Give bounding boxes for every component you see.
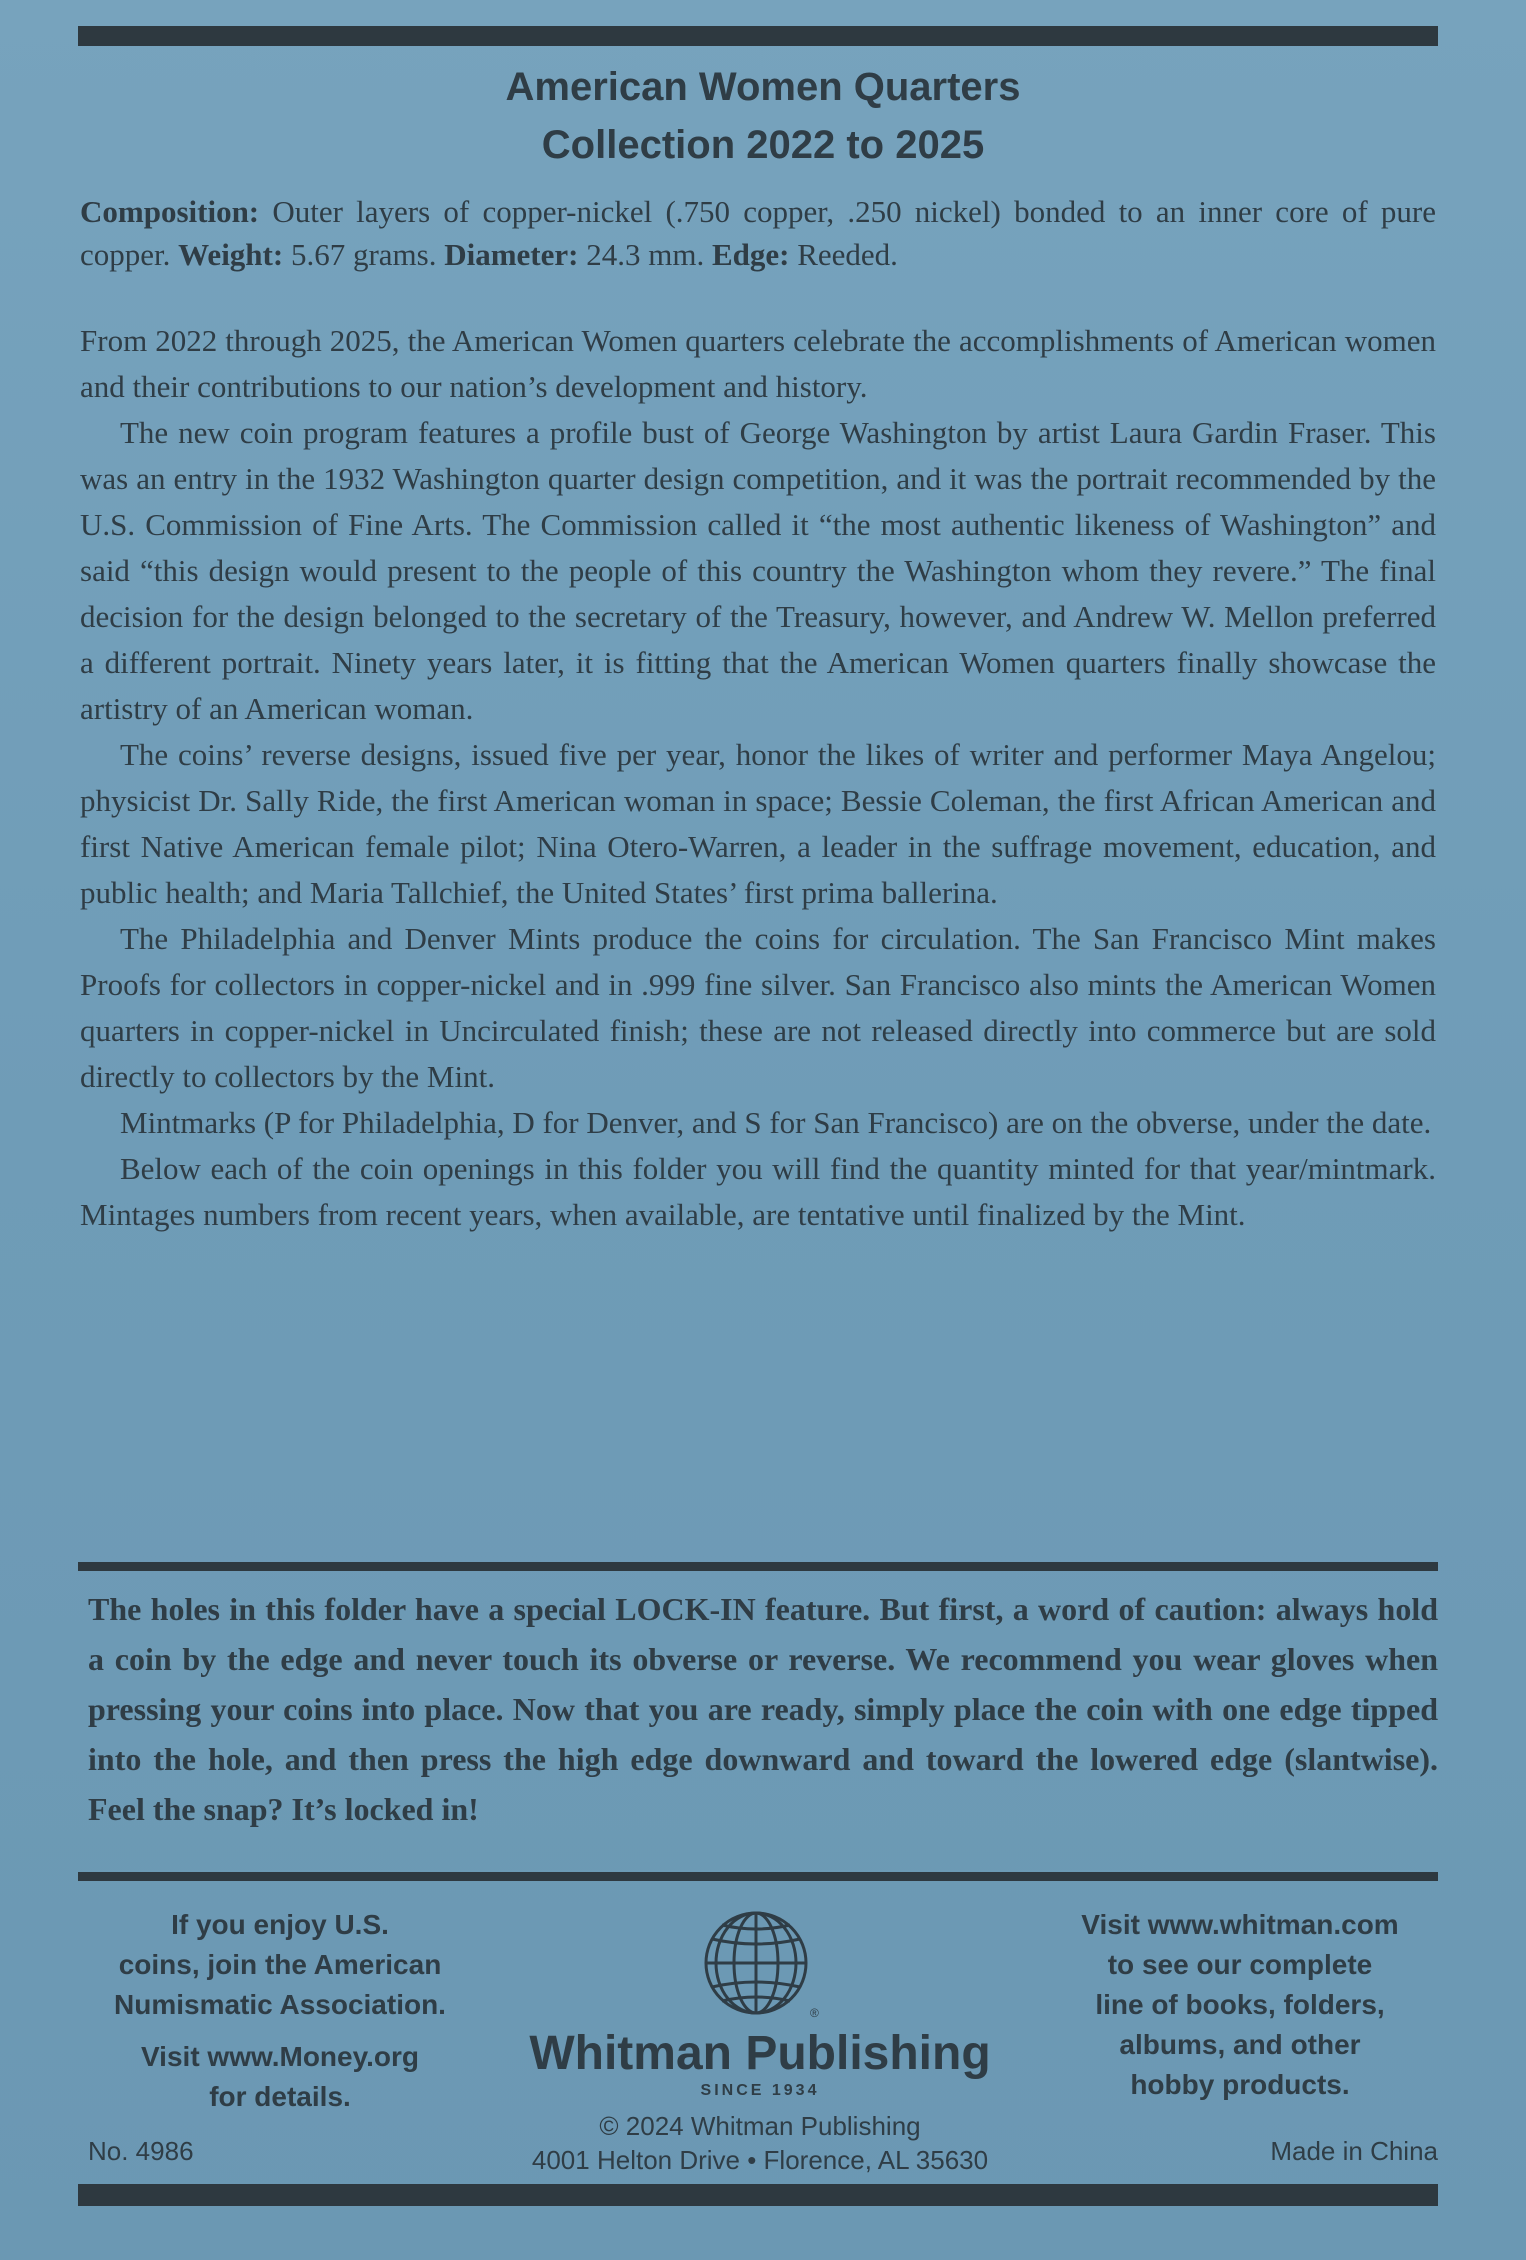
weight-label: Weight: — [178, 237, 284, 272]
diameter-label: Diameter: — [444, 237, 579, 272]
edge-label: Edge: — [711, 237, 790, 272]
lock-in-caution: The holes in this folder have a special LOCK-IN feature. But first, a word of caution: always hold a coin by the edge and never touch its obverse or reverse. We recommend you wear gloves when pressing your coins into place. Now that you are ready, simply place the coin with one edge tipped into the hole, and then press the high edge downward and toward the lowered edge (slantwise). Feel the snap? It’s locked in! — [88, 1591, 1438, 1827]
whitman-promo — [1040, 1905, 1440, 2105]
top-divider — [78, 26, 1438, 46]
diameter-text: 24.3 mm. — [578, 237, 712, 272]
composition-text: Outer layers of copper-nickel (.750 copper, .250 nickel) bonded to an inner core of pure copper. — [80, 194, 1436, 272]
bottom-divider — [78, 2184, 1438, 2206]
globe-icon — [480, 1905, 1040, 2025]
address: 4001 Helton Drive • Florence, AL 35630 — [531, 2145, 989, 2175]
whitman-line-5: hobby products. — [1130, 2069, 1350, 2100]
ana-line-2: coins, join the American — [118, 1949, 442, 1980]
brand-since: SINCE 1934 — [700, 2082, 820, 2099]
ana-line-4: Visit www.Money.org — [141, 2041, 419, 2072]
ana-line-5: for details. — [209, 2081, 351, 2112]
body-text — [80, 318, 1436, 1238]
paragraph-mints: The Philadelphia and Denver Mints produce the coins for circulation. The San Francisco Mint makes Proofs for collectors in copper-nickel and in .999 fine silver. San Francisco also mints the American Women quarters in copper-nickel in Uncirculated finish; these are not released directly into commerce but are sold directly to collectors by the Mint. — [80, 921, 1436, 1094]
whitman-line-3: line of books, folders, — [1095, 1989, 1385, 2020]
paragraph-mintages: Below each of the coin openings in this folder you will find the quantity minted for that year/mintmark. Mintages numbers from recent years, when available, are tentative until finalized by the Mint. — [80, 1151, 1436, 1232]
whitman-line-4: albums, and other — [1119, 2029, 1361, 2060]
ana-line-1: If you enjoy U.S. — [171, 1909, 389, 1940]
ana-promo — [80, 1905, 480, 2117]
brand-name: Whitman Publishing — [529, 2027, 991, 2080]
title-line-2: Collection 2022 to 2025 — [541, 123, 985, 167]
whitman-line-1: Visit www.whitman.com — [1081, 1909, 1399, 1940]
publisher-block — [480, 1905, 1040, 2177]
ana-gap — [80, 2025, 480, 2037]
catalog-number: No. 4986 — [88, 2136, 194, 2166]
paragraph-reverse: The coins’ reverse designs, issued five per year, honor the likes of writer and performer Maya Angelou; physicist Dr. Sally Ride, the first American woman in space; Bessie Coleman, the first African American and first Native American female pilot; Nina Otero-Warren, a leader in the suffrage movement, education, and public health; and Maria Tallchief, the United States’ first prima ballerina. — [80, 737, 1436, 910]
caution-top-divider — [78, 1562, 1438, 1571]
composition-label: Composition: — [80, 194, 260, 229]
edge-text: Reeded. — [789, 237, 898, 272]
title-line-1: American Women Quarters — [505, 65, 1021, 109]
registered-mark: ® — [810, 2006, 819, 2020]
whitman-line-2: to see our complete — [1107, 1949, 1373, 1980]
paragraph-mintmarks: Mintmarks (P for Philadelphia, D for Denver, and S for San Francisco) are on the obverse, under the date. — [120, 1105, 1432, 1140]
country-of-origin: Made in China — [1270, 2136, 1438, 2166]
copyright: © 2024 Whitman Publishing — [599, 2111, 921, 2141]
specifications — [80, 190, 1436, 276]
paragraph-obverse: The new coin program features a profile bust of George Washington by artist Laura Gardin Fraser. This was an entry in the 1932 Washington quarter design competition, and it was the portrait recommended by the U.S. Commission of Fine Arts. The Commission called it “the most authentic likeness of Washington” and said “this design would present to the people of this country the Washington whom they revere.” The final decision for the design belonged to the secretary of the Treasury, however, and Andrew W. Mellon preferred a different portrait. Ninety years later, it is fitting that the American Women quarters finally showcase the artistry of an American woman. — [80, 415, 1436, 726]
ana-line-3: Numismatic Association. — [114, 1989, 446, 2020]
paragraph-intro: From 2022 through 2025, the American Women quarters celebrate the accomplishments of American women and their contributions to our nation’s development and history. — [80, 323, 1436, 404]
page-title — [0, 58, 1526, 174]
caution-bottom-divider — [78, 1872, 1438, 1881]
weight-text: 5.67 grams. — [283, 237, 445, 272]
